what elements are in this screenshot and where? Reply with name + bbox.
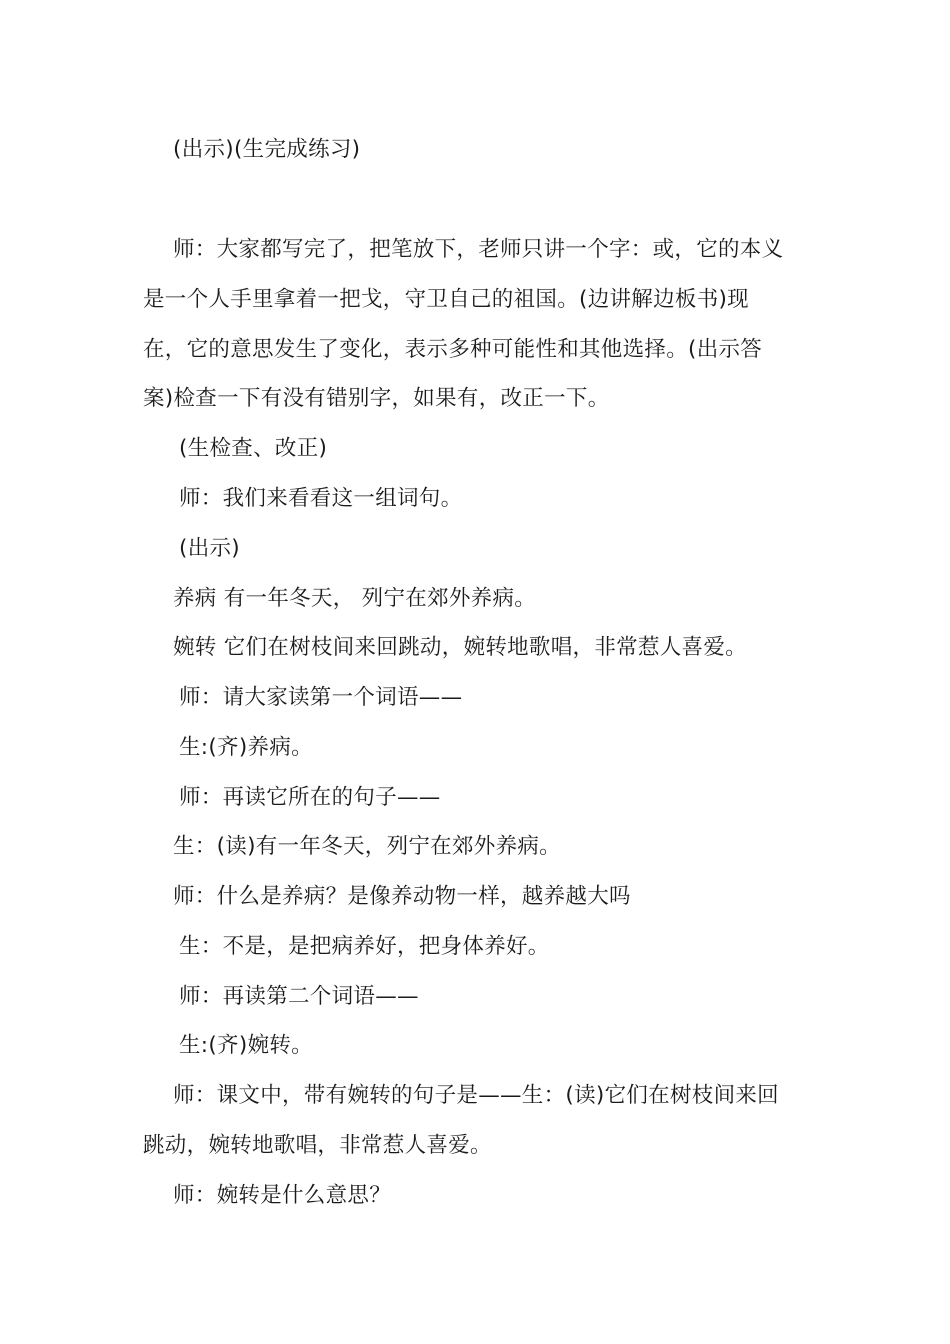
text-line: 婉转 它们在树枝间来回跳动，婉转地歌唱，非常惹人喜爱。	[173, 635, 747, 660]
text-line: 师：再读它所在的句子——	[179, 785, 441, 810]
text-line: 生：(读)有一年冬天，列宁在郊外养病。	[173, 834, 561, 859]
text-line: 生:(齐)养病。	[179, 735, 313, 760]
text-line: 生：不是，是把病养好，把身体养好。	[179, 934, 550, 959]
text-line: 师：什么是养病？是像养动物一样，越养越大吗	[173, 884, 631, 909]
text-line: (出示)	[179, 536, 240, 561]
text-line: 师：课文中，带有婉转的句子是——生：(读)它们在树枝间来回	[173, 1083, 779, 1108]
text-line: 在，它的意思发生了变化，表示多种可能性和其他选择。(出示答	[143, 337, 763, 362]
text-line: 师：请大家读第一个词语——	[179, 685, 463, 710]
text-line: 案)检查一下有没有错别字，如果有，改正一下。	[143, 386, 610, 411]
text-line: 师：再读第二个词语——	[179, 984, 419, 1009]
text-line: 师：婉转是什么意思？	[173, 1183, 392, 1208]
text-line: 师：我们来看看这一组词句。	[179, 486, 463, 511]
text-line: 是一个人手里拿着一把戈，守卫自己的祖国。(边讲解边板书)现	[143, 287, 749, 312]
text-line: 跳动，婉转地歌唱，非常惹人喜爱。	[143, 1133, 492, 1158]
text-line: 生:(齐)婉转。	[179, 1033, 313, 1058]
text-line: (生检查、改正)	[179, 436, 328, 461]
text-line: (出示)(生完成练习)	[173, 137, 361, 162]
text-line: 养病 有一年冬天， 列宁在郊外养病。	[173, 586, 537, 611]
text-line: 师：大家都写完了，把笔放下，老师只讲一个字：或，它的本义	[173, 237, 784, 262]
